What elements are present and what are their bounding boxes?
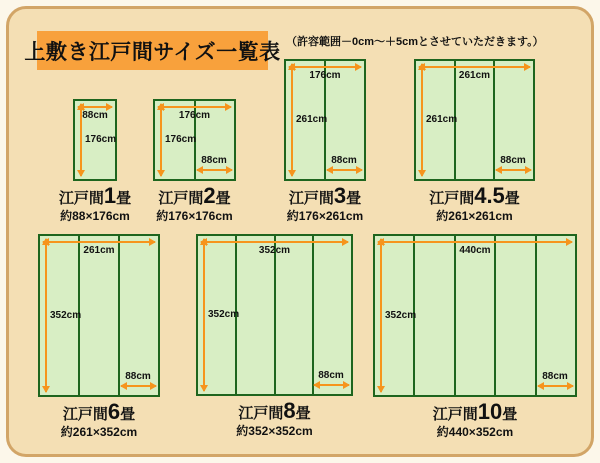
height-dimension-label: 176cm xyxy=(85,134,117,145)
diagram-size: 約176×261cm xyxy=(286,209,364,223)
diagram-edoma-6 xyxy=(38,234,160,439)
page-title: 上敷き江戸間サイズ一覧表 xyxy=(24,40,281,64)
diagram-caption xyxy=(287,185,363,223)
width-dimension-label: 261cm xyxy=(83,245,115,256)
mat-rect xyxy=(196,234,353,396)
width-arrow xyxy=(201,241,348,243)
height-arrow xyxy=(291,64,293,176)
height-arrow xyxy=(45,239,47,392)
diagram-caption xyxy=(429,185,520,223)
diagram-name: 江戸間8畳 xyxy=(238,398,311,423)
width-dimension-label: 261cm xyxy=(458,70,491,81)
width-arrow xyxy=(419,66,530,68)
mat-width-arrow xyxy=(314,384,349,386)
mat-width-arrow xyxy=(197,169,232,171)
mat-width-arrow xyxy=(121,385,156,387)
mat-rect xyxy=(153,99,236,181)
diagram-name: 江戸間3畳 xyxy=(288,183,362,208)
diagram-name: 江戸間4.5畳 xyxy=(429,183,520,208)
mat-panel xyxy=(494,236,534,395)
mat-panel xyxy=(413,236,453,395)
mat-panel xyxy=(235,236,274,394)
mat-width-arrow xyxy=(327,169,362,171)
diagram-size: 約440×352cm xyxy=(436,425,514,439)
height-dimension-label: 352cm xyxy=(385,309,417,321)
diagram-edoma-10 xyxy=(373,234,577,439)
diagram-edoma-2 xyxy=(153,99,236,223)
diagram-size: 約176×176cm xyxy=(156,209,233,223)
mat-width-dimension-label: 88cm xyxy=(542,371,568,382)
mat-width-dimension-label: 88cm xyxy=(318,370,344,381)
width-dimension-label: 440cm xyxy=(459,245,491,256)
width-dimension-label: 176cm xyxy=(178,110,211,121)
diagram-size: 約352×352cm xyxy=(236,424,313,438)
diagram-edoma-4-5 xyxy=(414,59,535,223)
diagram-size: 約261×352cm xyxy=(60,425,138,439)
width-arrow xyxy=(43,241,155,243)
mat-rect xyxy=(73,99,117,181)
mat-panel xyxy=(454,236,494,395)
mat-rect xyxy=(284,59,366,181)
diagram-name: 江戸間6畳 xyxy=(62,399,136,424)
diagram-caption xyxy=(156,185,232,223)
diagram-name: 江戸間2畳 xyxy=(158,183,231,208)
title-banner xyxy=(24,31,281,70)
mat-width-arrow xyxy=(496,169,531,171)
height-dimension-label: 261cm xyxy=(296,114,328,125)
mat-width-arrow xyxy=(538,385,573,387)
mat-rect xyxy=(373,234,577,397)
tolerance-note: （許容範囲－0cm～＋5cmとさせていただきます。） xyxy=(286,36,544,48)
mat-width-dimension-label: 88cm xyxy=(201,155,227,166)
height-dimension-label: 261cm xyxy=(426,114,458,125)
width-dimension-label: 88cm xyxy=(82,110,108,121)
height-dimension-label: 352cm xyxy=(50,309,82,321)
width-arrow xyxy=(289,66,361,68)
width-dimension-label: 176cm xyxy=(309,70,341,81)
mat-rect xyxy=(38,234,160,397)
mat-rect xyxy=(414,59,535,181)
diagram-caption xyxy=(433,401,518,439)
height-arrow xyxy=(203,239,205,391)
mat-panel xyxy=(274,236,313,394)
mat-panel xyxy=(78,236,118,395)
width-arrow xyxy=(378,241,572,243)
width-arrow xyxy=(158,106,231,108)
diagram-size: 約261×261cm xyxy=(436,209,513,223)
diagram-caption xyxy=(59,185,131,223)
height-arrow xyxy=(160,104,162,176)
diagram-edoma-3 xyxy=(284,59,366,223)
diagram-edoma-1 xyxy=(58,99,132,223)
mat-width-dimension-label: 88cm xyxy=(500,155,526,166)
diagram-name: 江戸間1畳 xyxy=(58,183,132,208)
height-arrow xyxy=(380,239,382,392)
diagram-edoma-8 xyxy=(196,234,353,438)
diagram-caption xyxy=(61,401,137,439)
height-arrow xyxy=(421,64,423,176)
height-dimension-label: 176cm xyxy=(165,134,197,145)
mat-width-dimension-label: 88cm xyxy=(125,371,151,382)
diagram-name: 江戸間10畳 xyxy=(432,399,518,424)
height-dimension-label: 352cm xyxy=(208,309,240,320)
width-dimension-label: 352cm xyxy=(258,245,291,256)
diagram-caption xyxy=(236,400,312,438)
diagram-size: 約88×176cm xyxy=(60,209,130,223)
mat-width-dimension-label: 88cm xyxy=(331,155,357,166)
